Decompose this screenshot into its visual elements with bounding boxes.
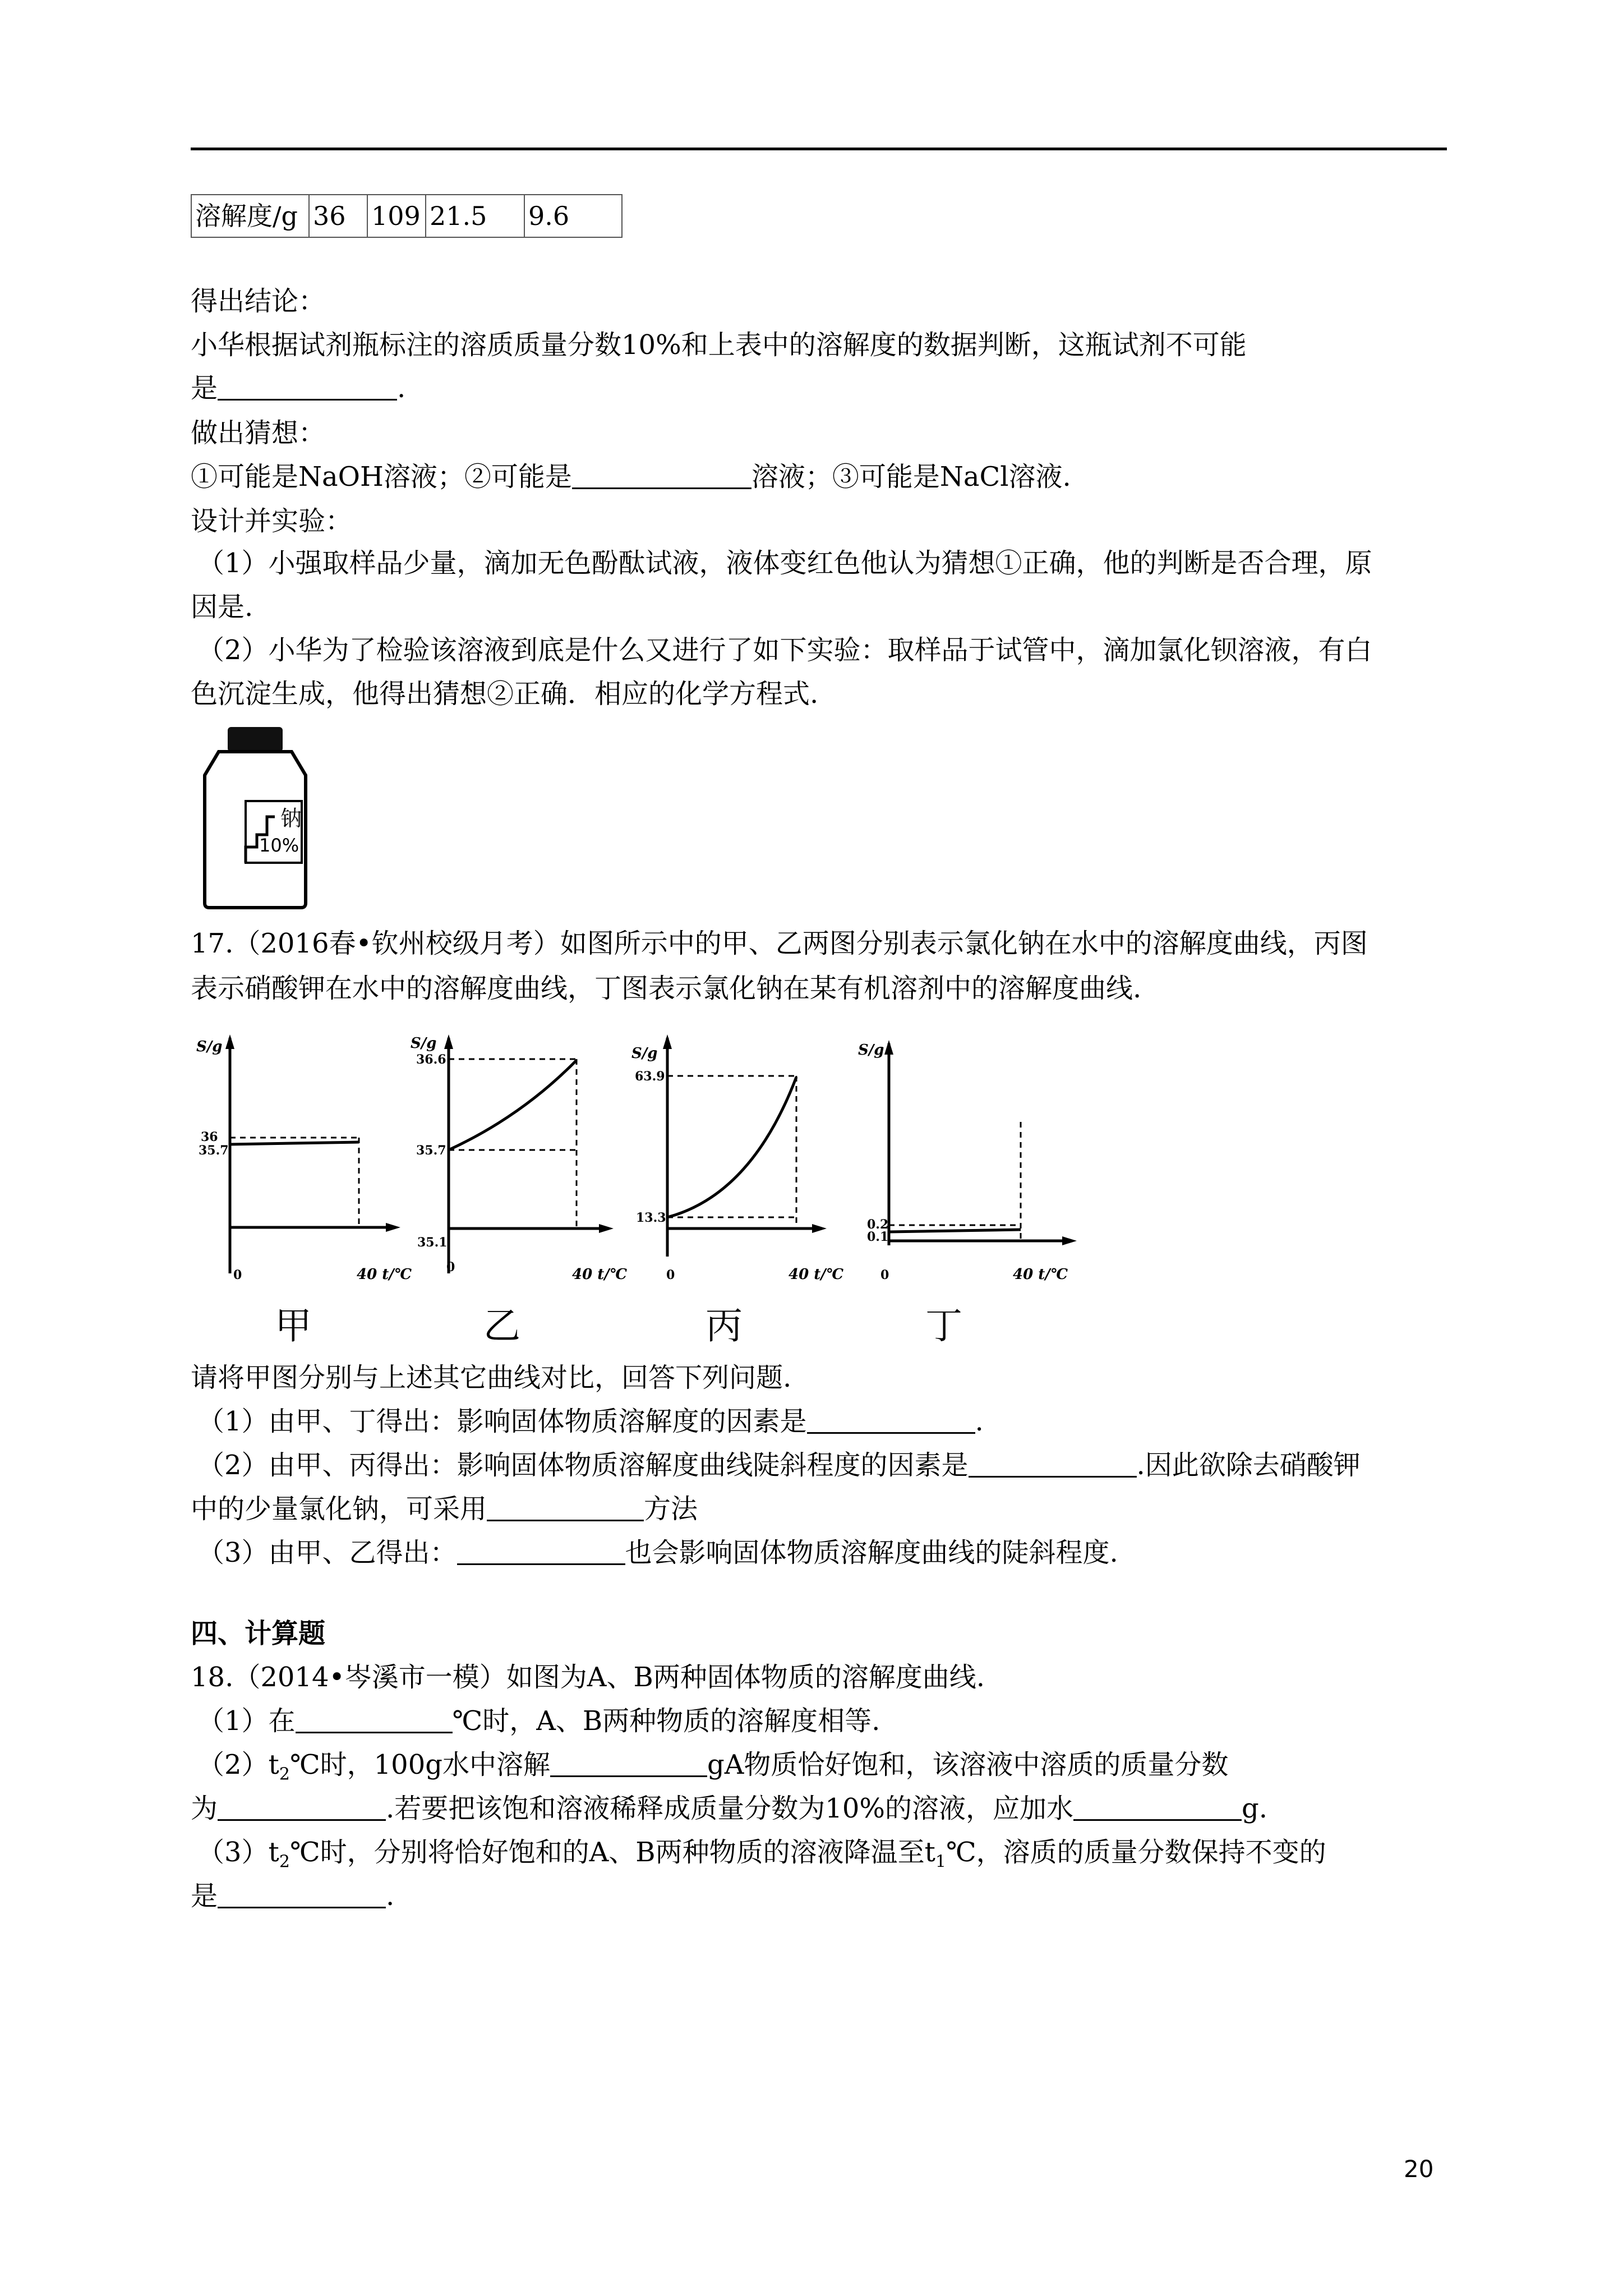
text: ①可能是NaOH溶液；②可能是 xyxy=(191,461,572,493)
answer-blank[interactable] xyxy=(807,1405,975,1434)
header-rule xyxy=(191,148,1447,150)
text-line: 色沉淀生成，他得出猜想②正确．相应的化学方程式. xyxy=(191,678,819,710)
graph-ding xyxy=(847,1032,1082,1296)
subscript: 1 xyxy=(935,1852,946,1872)
graph-x-label: 40 t/℃ xyxy=(1013,1266,1068,1283)
text: . xyxy=(975,1406,984,1437)
subscript: 2 xyxy=(279,1852,290,1872)
table-row xyxy=(191,195,622,237)
answer-blank[interactable] xyxy=(296,1705,453,1733)
text: （3）t xyxy=(197,1837,279,1868)
text-line: 17.（2016春•钦州校级月考）如图所示中的甲、乙两图分别表示氯化钠在水中的溶解度曲线，丙图 xyxy=(191,928,1368,959)
table-cell: 36 xyxy=(309,195,367,237)
text-line xyxy=(197,1404,984,1439)
graph-y-tick: 0.1 xyxy=(867,1230,889,1244)
page-number: 20 xyxy=(1404,2155,1434,2183)
graph-y-label: S/g xyxy=(411,1035,437,1052)
graph-y-tick: 35.7 xyxy=(416,1143,446,1158)
text-line xyxy=(191,1491,698,1527)
answer-blank[interactable] xyxy=(550,1749,707,1777)
text: 溶液；③可能是NaCl溶液. xyxy=(751,461,1071,493)
text: 为 xyxy=(191,1793,218,1824)
text-line xyxy=(197,1747,1228,1793)
graph-x-label: 40 t/℃ xyxy=(789,1266,843,1283)
graph-y-tick: 63.9 xyxy=(635,1069,665,1084)
graph-origin: 0 xyxy=(880,1268,889,1282)
graph-origin: 0 xyxy=(446,1260,455,1274)
answer-blank[interactable] xyxy=(457,1536,625,1565)
text: . xyxy=(397,372,406,404)
text-line xyxy=(197,1703,880,1739)
graph-y-tick: 36 xyxy=(201,1130,218,1144)
text-line: 小华根据试剂瓶标注的溶质质量分数10%和上表中的溶解度的数据判断，这瓶试剂不可能 xyxy=(191,329,1247,361)
text-line: 做出猜想： xyxy=(191,417,326,449)
graph-y-tick: 35.7 xyxy=(199,1143,229,1158)
text-line xyxy=(197,1447,1361,1483)
answer-blank[interactable] xyxy=(572,461,751,489)
text-line xyxy=(191,1791,1267,1826)
graph-name: 甲 xyxy=(275,1304,312,1347)
graph-y-tick: 35.1 xyxy=(417,1235,448,1250)
graph-y-label: S/g xyxy=(631,1045,658,1062)
text: （1）由甲、丁得出：影响固体物质溶解度的因素是 xyxy=(197,1406,807,1437)
text-line: 请将甲图分别与上述其它曲线对比，回答下列问题. xyxy=(191,1362,792,1393)
answer-blank[interactable] xyxy=(969,1449,1137,1478)
graph-jia xyxy=(196,1032,412,1296)
text-line: 表示硝酸钾在水中的溶解度曲线，丁图表示氯化钠在某有机溶剂中的溶解度曲线. xyxy=(191,973,1142,1004)
text-line: 因是. xyxy=(191,591,253,623)
text: . xyxy=(386,1880,395,1912)
text: ℃，溶质的质量分数保持不变的 xyxy=(946,1837,1326,1868)
text-line: （1）小强取样品少量，滴加无色酚酞试液，液体变红色他认为猜想①正确，他的判断是否合理，原 xyxy=(197,547,1372,579)
text-line xyxy=(191,1878,394,1914)
text: .若要把该饱和溶液稀释成质量分数为10%的溶液，应加水 xyxy=(386,1793,1073,1824)
bottle-label-text: 钠 xyxy=(280,806,302,831)
graph-y-tick: 13.3 xyxy=(636,1211,666,1225)
text: 是 xyxy=(191,1880,218,1912)
text-line xyxy=(191,370,405,406)
table-cell: 溶解度/g xyxy=(191,195,309,237)
text: .因此欲除去硝酸钾 xyxy=(1136,1450,1361,1481)
text: ℃时，A、B两种物质的溶解度相等. xyxy=(452,1705,880,1737)
answer-blank[interactable] xyxy=(218,372,397,401)
text: （2）由甲、丙得出：影响固体物质溶解度曲线陡斜程度的因素是 xyxy=(197,1450,969,1481)
graph-x-label: 40 t/℃ xyxy=(572,1266,627,1283)
text-line xyxy=(191,459,1071,495)
text-line: 得出结论： xyxy=(191,286,326,317)
graph-y-label: S/g xyxy=(196,1038,223,1055)
text-line: 18.（2014•岑溪市一模）如图为A、B两种固体物质的溶解度曲线. xyxy=(191,1662,985,1693)
table-cell: 9.6 xyxy=(524,195,622,237)
answer-blank[interactable] xyxy=(1073,1792,1242,1821)
text-line xyxy=(197,1535,1118,1571)
text-line xyxy=(197,1834,1326,1880)
graph-name: 丙 xyxy=(706,1304,743,1347)
text: 也会影响固体物质溶解度曲线的陡斜程度. xyxy=(625,1537,1118,1568)
text: （3）由甲、乙得出： xyxy=(197,1537,457,1568)
graph-bing xyxy=(623,1032,843,1296)
text-line: （2）小华为了检验该溶液到底是什么又进行了如下实验：取样品于试管中，滴加氯化钡溶液，有白 xyxy=(197,634,1372,666)
answer-blank[interactable] xyxy=(218,1880,386,1908)
text: （1）在 xyxy=(197,1705,296,1737)
text: ℃时，100g水中溶解 xyxy=(289,1749,550,1780)
text: ℃时，分别将恰好饱和的A、B两种物质的溶液降温至t xyxy=(289,1837,935,1868)
text: 中的少量氯化钠，可采用 xyxy=(191,1493,487,1525)
bottle-label-percent: 10% xyxy=(259,835,299,856)
graph-name: 丁 xyxy=(925,1304,962,1347)
section-title: 四、计算题 xyxy=(191,1618,326,1649)
reagent-bottle-figure xyxy=(196,725,314,910)
solubility-table xyxy=(191,194,623,238)
text: g. xyxy=(1241,1793,1267,1824)
text: （2）t xyxy=(197,1749,279,1780)
text: 方法 xyxy=(644,1493,698,1525)
answer-blank[interactable] xyxy=(487,1493,644,1521)
graph-origin: 0 xyxy=(233,1268,242,1282)
text: 是 xyxy=(191,372,218,404)
graph-x-label: 40 t/℃ xyxy=(357,1266,412,1283)
subscript: 2 xyxy=(279,1764,290,1784)
answer-blank[interactable] xyxy=(218,1792,386,1821)
text-line: 设计并实验： xyxy=(191,505,353,537)
graph-name: 乙 xyxy=(483,1304,520,1347)
graph-y-tick: 36.6 xyxy=(416,1052,446,1067)
graph-yi xyxy=(409,1032,627,1296)
graph-origin: 0 xyxy=(666,1268,675,1282)
text: gA物质恰好饱和，该溶液中溶质的质量分数 xyxy=(707,1749,1229,1780)
table-cell: 21.5 xyxy=(426,195,524,237)
graph-y-tick: 0.2 xyxy=(867,1217,889,1232)
table-cell: 109 xyxy=(367,195,426,237)
graph-y-label: S/g xyxy=(858,1042,884,1059)
